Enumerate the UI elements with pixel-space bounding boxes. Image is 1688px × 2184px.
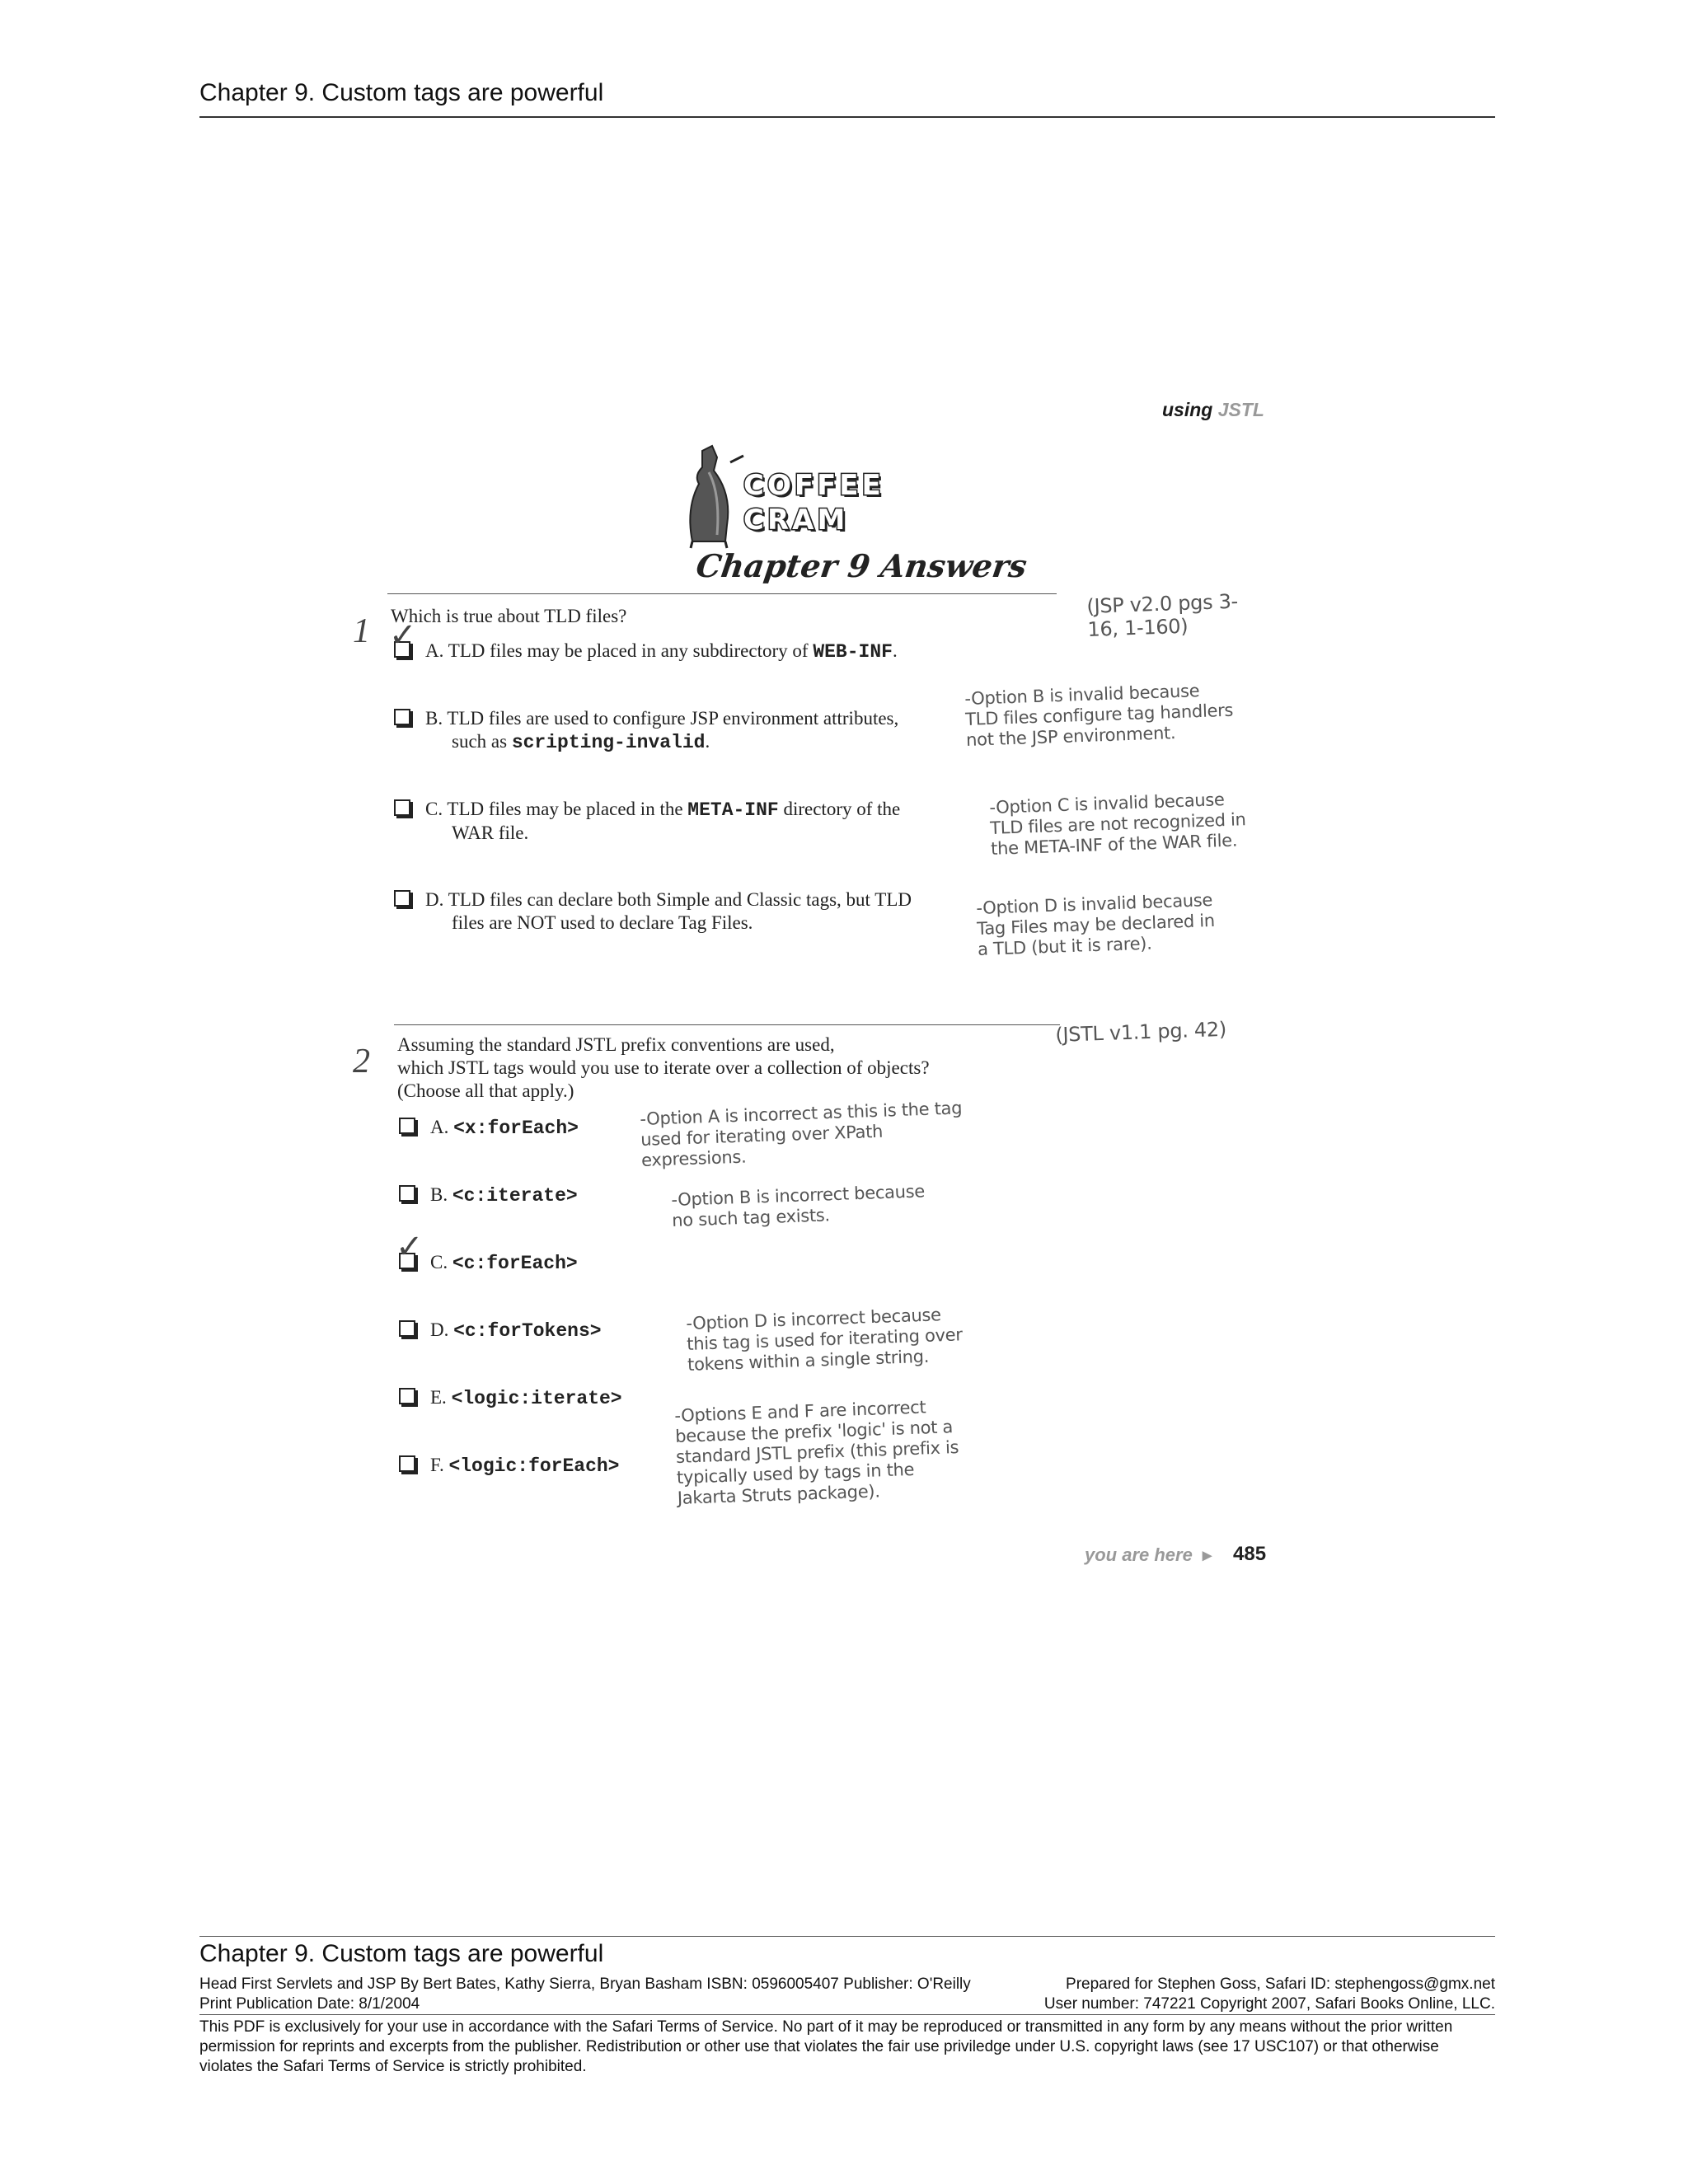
q1-reference: (JSP v2.0 pgs 3-16, 1-160) — [1086, 589, 1239, 641]
coffee-cram-logo — [684, 443, 931, 550]
answers-title: Chapter 9 Answers — [693, 547, 1029, 584]
q2-option-e: E. <logic:iterate> — [399, 1386, 622, 1410]
footer-prepared-for: Prepared for Stephen Goss, Safari ID: stephengoss@gmx.net — [1066, 1975, 1495, 1993]
footer-legal: This PDF is exclusively for your use in accordance with the Safari Terms of Service. No part of it may be reproduced or transmitted in any form by any means without the prior written permission for reprints and excerpts from the publisher. Redistribution or other use that violates the fair use priviledge under U.S. copyright laws (see 17 USC107) or that otherwise violates the Safari Terms of Service is strictly prohibited. — [199, 2018, 1453, 2075]
q1-option-c: C. TLD files may be placed in the META-INF directory of the WAR file. — [394, 798, 900, 845]
q2-option-c-checkmark-icon: ✓ — [396, 1228, 424, 1266]
header-divider — [199, 116, 1495, 118]
q2-note-ef: -Options E and F are incorrect because the prefix 'logic' is not a standard JSTL prefix (this prefix is typically used by tags in the Jakarta Struts package). — [674, 1397, 959, 1508]
q2-option-b-checkbox — [399, 1185, 415, 1202]
q2-reference: (JSTL v1.1 pg. 42) — [1054, 1017, 1227, 1047]
q2-number: 2 — [353, 1043, 370, 1080]
q2-option-b: B. <c:iterate> — [399, 1183, 578, 1207]
q2-option-d: D. <c:forTokens> — [399, 1319, 602, 1343]
q2-option-c: C. <c:forEach> — [399, 1251, 578, 1275]
footer-user-number: User number: 747221 Copyright 2007, Safari Books Online, LLC. — [1043, 1995, 1495, 2013]
running-head — [1162, 399, 1264, 421]
logo-word-cram: CRAM — [743, 504, 849, 537]
logo-word-coffee: COFFEE — [743, 469, 884, 502]
q2-option-f-checkbox — [399, 1455, 415, 1472]
q2-divider — [394, 1024, 1060, 1025]
page-number: 485 — [1233, 1543, 1267, 1565]
running-head-jstl: JSTL — [1217, 399, 1264, 420]
q2-question: Assuming the standard JSTL prefix conventions are used, which JSTL tags would you use to iterate over a collection of objects? (Choose all that apply.) — [397, 1034, 930, 1101]
q2-note-a: -Option A is incorrect as this is the tag used for iterating over XPath expressions. — [640, 1098, 963, 1170]
q1-question: Which is true about TLD files? — [391, 606, 627, 626]
q1-option-b-checkbox — [394, 709, 410, 725]
q1-option-a: A. TLD files may be placed in any subdirectory of WEB-INF. — [394, 640, 898, 663]
q1-option-d-checkbox — [394, 890, 410, 907]
footer-chapter-title: Chapter 9. Custom tags are powerful — [199, 1940, 604, 1967]
q1-divider — [387, 593, 1057, 594]
q1-number: 1 — [353, 612, 370, 650]
q1-option-d: D. TLD files can declare both Simple and Classic tags, but TLD files are NOT used to declare Tag Files. — [394, 888, 912, 935]
you-are-here: you are here ▸ — [1085, 1544, 1212, 1565]
q1-note-b: -Option B is invalid because TLD files configure tag handlers not the JSP environment. — [964, 681, 1234, 750]
q1-option-b: B. TLD files are used to configure JSP environment attributes, such as scripting-invalid. — [394, 707, 898, 754]
q1-option-a-checkmark-icon: ✓ — [389, 616, 417, 654]
footer-pub-date: Print Publication Date: 8/1/2004 — [199, 1995, 420, 2013]
q2-option-a: A. <x:forEach> — [399, 1116, 579, 1140]
arrow-right-icon: ▸ — [1202, 1544, 1212, 1565]
footer-book-info: Head First Servlets and JSP By Bert Bates, Kathy Sierra, Bryan Basham ISBN: 0596005407 Publisher: O'Reilly — [199, 1975, 971, 1993]
q1-note-c: -Option C is invalid because TLD files are not recognized in the META-INF of the WAR file. — [989, 790, 1246, 859]
q1-note-d: -Option D is invalid because Tag Files may be declared in a TLD (but it is rare). — [976, 889, 1216, 959]
q2-note-d: -Option D is incorrect because this tag is used for iterating over tokens within a single string. — [686, 1305, 963, 1375]
q1-option-c-checkbox — [394, 799, 410, 816]
q2-option-d-checkbox — [399, 1320, 415, 1337]
q2-option-f: F. <logic:forEach> — [399, 1454, 620, 1478]
q2-option-e-checkbox — [399, 1388, 415, 1404]
header-chapter-title: Chapter 9. Custom tags are powerful — [199, 79, 604, 106]
footer-divider-top — [199, 1936, 1495, 1937]
footer-divider-bottom — [199, 2014, 1495, 2015]
running-head-using: using — [1162, 399, 1213, 420]
q2-note-b: -Option B is incorrect because no such tag exists. — [671, 1181, 926, 1230]
q2-option-a-checkbox — [399, 1118, 415, 1134]
